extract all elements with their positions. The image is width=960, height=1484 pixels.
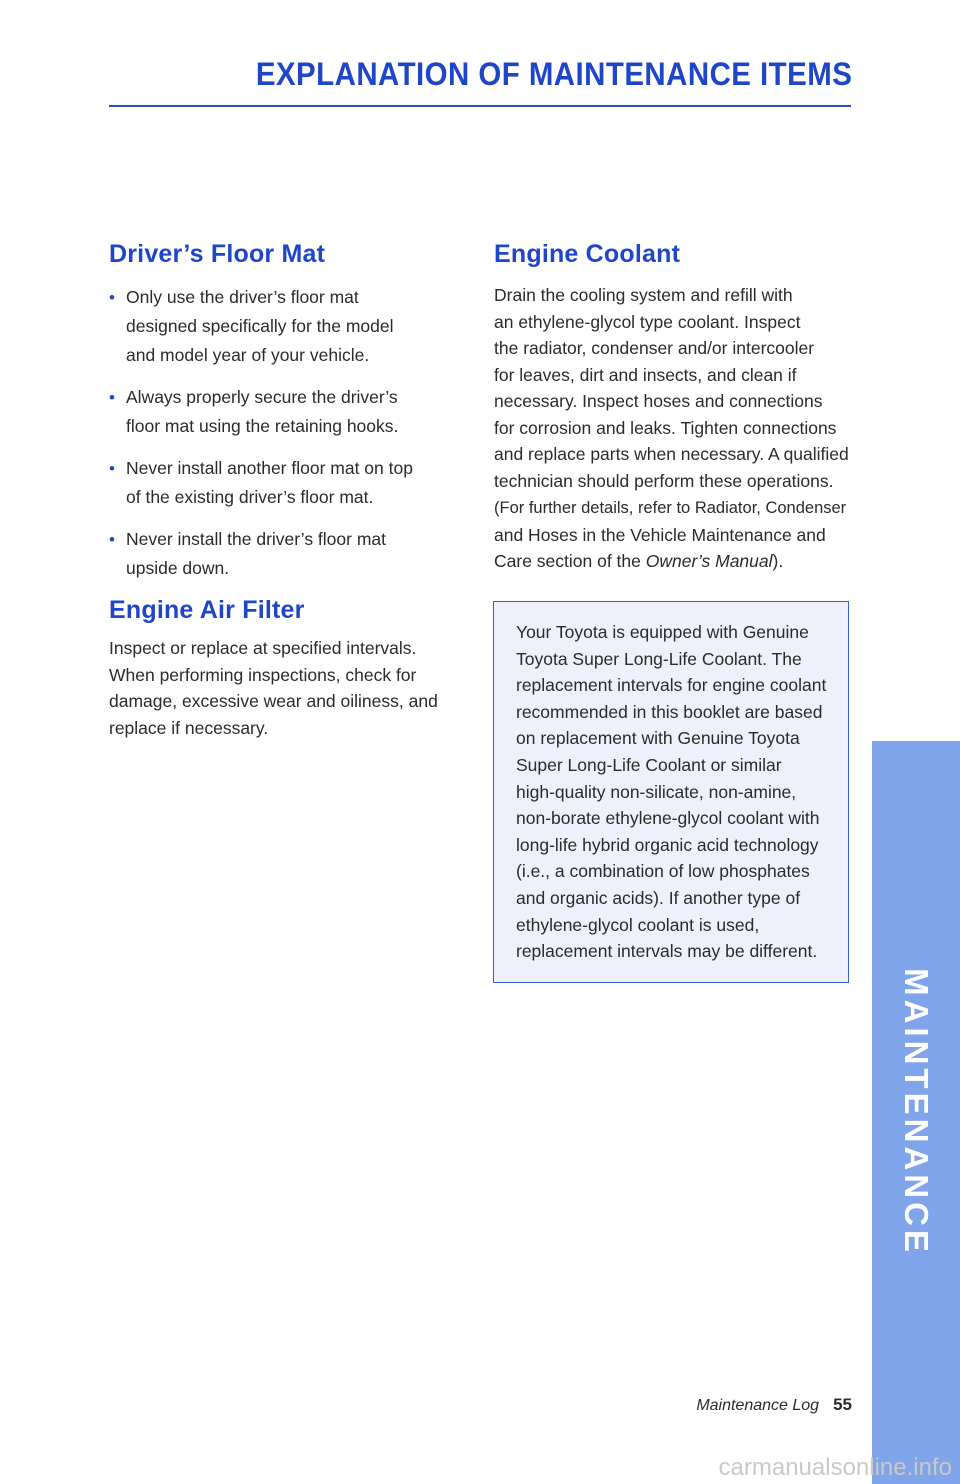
text-line: for corrosion and leaks. Tighten connections — [494, 417, 837, 438]
text-line: Care section of the — [494, 551, 646, 571]
header-divider — [109, 105, 851, 107]
page-title: EXPLANATION OF MAINTENANCE ITEMS — [255, 56, 852, 92]
list-line: Never install the driver’s floor mat — [126, 529, 387, 549]
note-line: long-life hybrid organic acid technology — [516, 834, 819, 855]
note-line: Super Long-Life Coolant or similar — [516, 754, 782, 775]
footer-label: Maintenance Log — [696, 1397, 820, 1414]
right-column — [494, 240, 854, 575]
text-line: damage, excessive wear and oiliness, and — [109, 691, 438, 711]
list-line: designed specifically for the model — [126, 316, 394, 336]
note-line: Toyota Super Long-Life Coolant. The — [516, 648, 802, 669]
bullet-icon: • — [109, 288, 115, 307]
list-line: Never install another floor mat on top — [126, 458, 413, 478]
list-item — [109, 383, 454, 441]
bullet-icon: • — [109, 530, 115, 549]
floor-mat-heading: Driver’s Floor Mat — [109, 240, 326, 268]
text-line: Inspect or replace at specified intervals. — [109, 638, 417, 658]
air-filter-text — [109, 635, 454, 741]
left-column — [109, 240, 454, 741]
bullet-icon: • — [109, 388, 115, 407]
text-line: and replace parts when necessary. A qualified — [494, 444, 849, 464]
section-tab-label: MAINTENANCE — [898, 968, 935, 1256]
text-line: When performing inspections, check for — [109, 664, 417, 685]
note-line: recommended in this booklet are based — [516, 701, 823, 722]
text-line: (For further details, refer to Radiator, Condenser — [494, 499, 847, 517]
list-item — [109, 283, 454, 370]
page-footer — [696, 1395, 852, 1415]
text-line: replace if necessary. — [109, 717, 269, 738]
note-line: replacement intervals for engine coolant — [516, 675, 827, 696]
list-line: of the existing driver’s floor mat. — [126, 487, 374, 507]
note-line: and organic acids). If another type of — [516, 887, 801, 908]
text-line: ). — [772, 551, 784, 571]
list-line: Always properly secure the driver’s — [126, 387, 398, 407]
note-line: Your Toyota is equipped with Genuine — [516, 622, 809, 642]
list-line: and model year of your vehicle. — [126, 345, 370, 365]
text-line: an ethylene-glycol type coolant. Inspect — [494, 311, 801, 332]
list-line: upside down. — [126, 558, 230, 578]
list-line: floor mat using the retaining hooks. — [126, 416, 399, 436]
floor-mat-list — [109, 283, 454, 583]
text-line: necessary. Inspect hoses and connections — [494, 391, 823, 411]
page-number: 55 — [833, 1395, 852, 1414]
text-line: Drain the cooling system and refill with — [494, 285, 793, 305]
coolant-heading: Engine Coolant — [494, 240, 681, 268]
coolant-text — [494, 282, 854, 575]
text-line: for leaves, dirt and insects, and clean if — [494, 364, 797, 385]
bullet-icon: • — [109, 459, 115, 478]
text-line: the radiator, condenser and/or intercooler — [494, 338, 815, 358]
air-filter-heading: Engine Air Filter — [109, 596, 305, 624]
list-item — [109, 454, 454, 512]
owners-manual-title: Owner’s Manual — [645, 551, 773, 571]
coolant-note-box — [493, 601, 849, 983]
note-line: on replacement with Genuine Toyota — [516, 728, 800, 749]
note-line: ethylene-glycol coolant is used, — [516, 914, 760, 935]
list-line: Only use the driver’s floor mat — [126, 287, 359, 307]
list-item — [109, 525, 454, 583]
text-line: technician should perform these operations. — [494, 470, 834, 491]
note-line: replacement intervals may be different. — [516, 941, 818, 962]
note-line: high-quality non-silicate, non-amine, — [516, 781, 797, 802]
note-line: non-borate ethylene-glycol coolant with — [516, 808, 820, 829]
text-line: and Hoses in the Vehicle Maintenance and — [494, 524, 826, 545]
note-line: (i.e., a combination of low phosphates — [516, 861, 810, 882]
watermark: carmanualsonline.info — [718, 1454, 952, 1481]
